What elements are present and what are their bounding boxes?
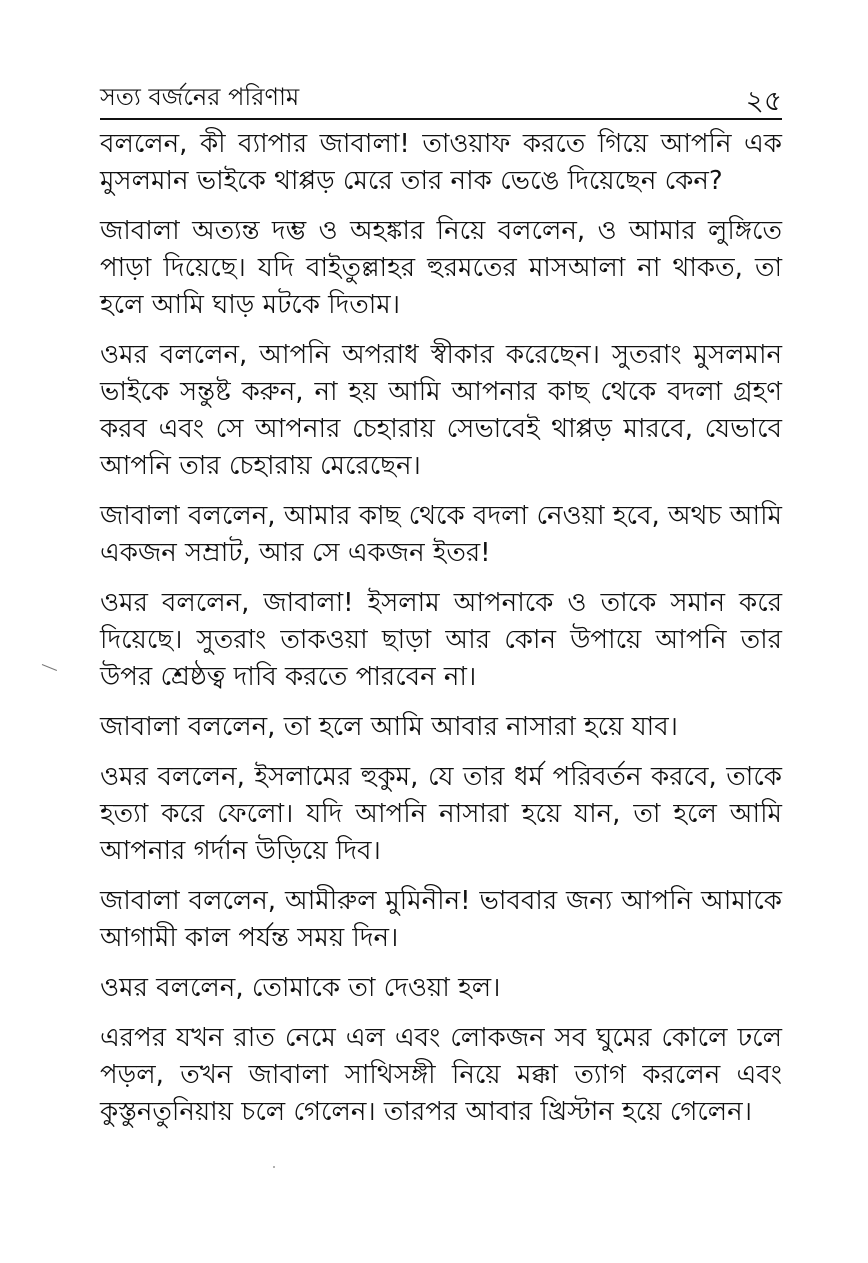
running-title: সত্য বর্জনের পরিণাম <box>100 83 300 111</box>
header-rule <box>100 118 782 120</box>
paragraph-2: জাবালা অত্যন্ত দম্ভ ও অহঙ্কার নিয়ে বললেন, ও আমার লুঙ্গিতে পাড়া দিয়েছে। যদি বাইতুল্লাহর হুরমতের মাসআলা না থাকত, তা হলে আমি ঘাড় মটকে দিতাম। <box>100 216 782 320</box>
body-text <box>100 126 782 1144</box>
paragraph-7: ওমর বললেন, ইসলামের হুকুম, যে তার ধর্ম পরিবর্তন করবে, তাকে হত্যা করে ফেলো। যদি আপনি নাসারা হয়ে যান, তা হলে আমি আপনার গর্দান উড়িয়ে দিব। <box>100 762 782 866</box>
page-number: ২৫ <box>745 84 782 117</box>
print-speck <box>273 1166 275 1168</box>
paragraph-9: ওমর বললেন, তোমাকে তা দেওয়া হল। <box>100 973 501 1003</box>
paragraph-6: জাবালা বললেন, তা হলে আমি আবার নাসারা হয়ে যাব। <box>100 712 678 742</box>
paragraph-4: জাবালা বললেন, আমার কাছ থেকে বদলা নেওয়া হবে, অথচ আমি একজন সম্রাট, আর সে একজন ইতর! <box>100 501 782 568</box>
paragraph-3: ওমর বললেন, আপনি অপরাধ স্বীকার করেছেন। সুতরাং মুসলমান ভাইকে সন্তুষ্ট করুন, না হয় আমি আপনার কাছ থেকে বদলা গ্রহণ করব এবং সে আপনার চেহারায় সেভাবেই থাপ্পড় মারবে, যেভাবে আপনি তার চেহারায় মেরেছেন। <box>100 340 782 481</box>
margin-pencil-mark <box>42 664 57 671</box>
page-header <box>100 80 782 120</box>
paragraph-10: এরপর যখন রাত নেমে এল এবং লোকজন সব ঘুমের কোলে ঢলে পড়ল, তখন জাবালা সাথিসঙ্গী নিয়ে মক্কা ত্যাগ করলেন এবং কুস্তুনতুনিয়ায় চলে গেলেন। তারপর আবার খ্রিস্টান হয়ে গেলেন। <box>100 1023 782 1127</box>
paragraph-8: জাবালা বললেন, আমীরুল মুমিনীন! ভাববার জন্য আপনি আমাকে আগামী কাল পর্যন্ত সময় দিন। <box>100 886 782 953</box>
paragraph-5: ওমর বললেন, জাবালা! ইসলাম আপনাকে ও তাকে সমান করে দিয়েছে। সুতরাং তাকওয়া ছাড়া আর কোন উপায়ে আপনি তার উপর শ্রেষ্ঠত্ব দাবি করতে পারবেন না। <box>100 588 782 692</box>
paragraph-1: বললেন, কী ব্যাপার জাবালা! তাওয়াফ করতে গিয়ে আপনি এক মুসলমান ভাইকে থাপ্পড় মেরে তার নাক ভেঙে দিয়েছেন কেন? <box>100 129 782 196</box>
